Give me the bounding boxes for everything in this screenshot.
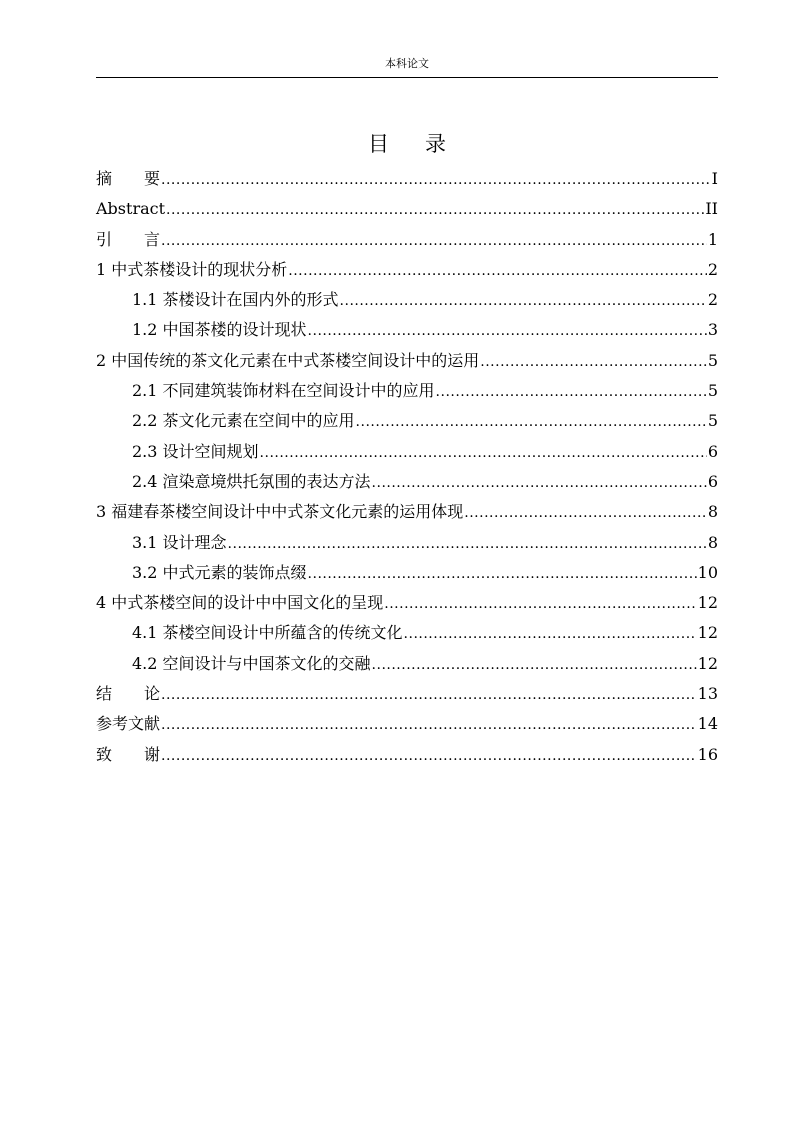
toc-entry-chapter-1[interactable] — [96, 255, 718, 285]
table-of-contents — [96, 164, 718, 770]
toc-entry-page: 5 — [707, 350, 718, 370]
toc-entry-label: 4.2 空间设计与中国茶文化的交融 — [132, 653, 371, 673]
toc-title — [96, 130, 718, 158]
toc-leader-dots — [372, 468, 707, 498]
toc-entry-page: 12 — [697, 623, 718, 643]
toc-leader-dots — [161, 226, 707, 256]
toc-entry-abstract-en[interactable] — [96, 194, 718, 224]
toc-leader-dots — [228, 529, 707, 559]
toc-entry-label: 3 福建春茶楼空间设计中中式茶文化元素的运用体现 — [96, 502, 464, 522]
toc-entry-label: 结 论 — [96, 684, 161, 704]
toc-entry-page: 14 — [697, 714, 718, 734]
toc-entry-section-2-2[interactable] — [96, 406, 718, 436]
toc-leader-dots — [372, 650, 697, 680]
toc-entry-page: 5 — [707, 411, 718, 431]
toc-leader-dots — [166, 195, 704, 225]
toc-entry-page: 8 — [707, 532, 718, 552]
toc-entry-label: Abstract — [96, 199, 166, 219]
toc-entry-page: 12 — [697, 593, 718, 613]
toc-entry-label: 引 言 — [96, 229, 161, 249]
toc-entry-label: 2.3 设计空间规划 — [132, 441, 259, 461]
toc-leader-dots — [480, 347, 707, 377]
toc-entry-label: 4 中式茶楼空间的设计中中国文化的呈现 — [96, 593, 384, 613]
toc-entry-abstract-cn[interactable] — [96, 164, 718, 194]
toc-entry-page: 6 — [707, 441, 718, 461]
toc-entry-section-4-1[interactable] — [96, 618, 718, 648]
toc-entry-section-2-4[interactable] — [96, 467, 718, 497]
toc-leader-dots — [436, 377, 707, 407]
toc-entry-chapter-3[interactable] — [96, 497, 718, 527]
toc-leader-dots — [161, 741, 697, 771]
toc-entry-section-2-1[interactable] — [96, 376, 718, 406]
toc-entry-section-1-2[interactable] — [96, 315, 718, 345]
toc-entry-page: 8 — [707, 502, 718, 522]
toc-leader-dots — [308, 316, 707, 346]
toc-entry-page: 10 — [697, 562, 718, 582]
toc-entry-section-1-1[interactable] — [96, 285, 718, 315]
toc-leader-dots — [288, 256, 707, 286]
toc-entry-page: 13 — [697, 684, 718, 704]
toc-entry-page: 2 — [707, 290, 718, 310]
toc-entry-label: 2.1 不同建筑装饰材料在空间设计中的应用 — [132, 381, 435, 401]
toc-entry-page: 12 — [697, 653, 718, 673]
toc-entry-page: 5 — [707, 381, 718, 401]
toc-entry-label: 2.4 渲染意境烘托氛围的表达方法 — [132, 471, 371, 491]
toc-entry-section-2-3[interactable] — [96, 437, 718, 467]
toc-leader-dots — [161, 165, 711, 195]
toc-entry-page: 6 — [707, 471, 718, 491]
page-header: 本科论文 — [385, 57, 429, 70]
toc-entry-label: 4.1 茶楼空间设计中所蕴含的传统文化 — [132, 623, 403, 643]
toc-entry-references[interactable] — [96, 709, 718, 739]
toc-entry-label: 3.2 中式元素的装饰点缀 — [132, 562, 307, 582]
toc-entry-label: 致 谢 — [96, 744, 161, 764]
toc-entry-label: 1.2 中国茶楼的设计现状 — [132, 320, 307, 340]
toc-leader-dots — [308, 559, 697, 589]
toc-entry-chapter-4[interactable] — [96, 588, 718, 618]
toc-leader-dots — [464, 498, 707, 528]
toc-entry-section-3-2[interactable] — [96, 558, 718, 588]
toc-entry-label: 2.2 茶文化元素在空间中的应用 — [132, 411, 355, 431]
toc-entry-label: 3.1 设计理念 — [132, 532, 227, 552]
toc-entry-label: 2 中国传统的茶文化元素在中式茶楼空间设计中的运用 — [96, 350, 480, 370]
toc-entry-acknowledgements[interactable] — [96, 740, 718, 770]
toc-entry-introduction[interactable] — [96, 225, 718, 255]
toc-leader-dots — [161, 680, 697, 710]
toc-leader-dots — [356, 407, 707, 437]
toc-entry-page: 3 — [707, 320, 718, 340]
toc-entry-page: I — [711, 169, 718, 188]
toc-entry-page: II — [705, 199, 718, 219]
toc-entry-page: 1 — [707, 229, 718, 249]
toc-entry-page: 2 — [707, 259, 718, 279]
toc-leader-dots — [260, 438, 707, 468]
toc-entry-section-4-2[interactable] — [96, 649, 718, 679]
toc-entry-label: 摘 要 — [96, 169, 161, 188]
toc-entry-section-3-1[interactable] — [96, 528, 718, 558]
toc-entry-conclusion[interactable] — [96, 679, 718, 709]
toc-title-part2: 录 — [425, 132, 446, 156]
toc-leader-dots — [161, 710, 697, 740]
toc-leader-dots — [404, 619, 697, 649]
toc-leader-dots — [384, 589, 696, 619]
toc-title-part1: 目 — [368, 132, 389, 156]
toc-entry-chapter-2[interactable] — [96, 346, 718, 376]
toc-entry-label: 1.1 茶楼设计在国内外的形式 — [132, 290, 339, 310]
toc-entry-page: 16 — [697, 744, 718, 764]
toc-entry-label: 参考文献 — [96, 714, 161, 734]
toc-entry-label: 1 中式茶楼设计的现状分析 — [96, 259, 288, 279]
header-rule — [96, 77, 718, 78]
toc-leader-dots — [340, 286, 707, 316]
